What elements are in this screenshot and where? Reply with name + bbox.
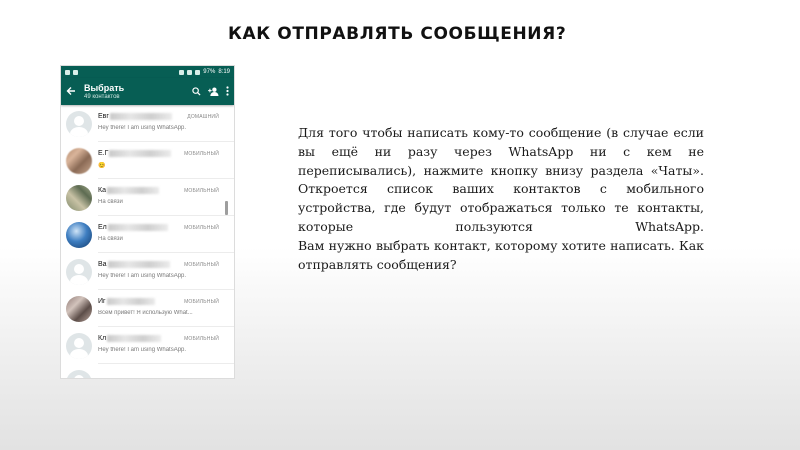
instruction-text (298, 124, 704, 274)
contact-row[interactable] (61, 253, 234, 290)
phone-type: МОБИЛЬНЫЙ (184, 225, 219, 231)
wifi-icon (187, 70, 192, 75)
contact-status: Hey there! I am using WhatsApp. (98, 347, 187, 353)
default-avatar-icon (66, 259, 92, 285)
phone-screenshot (61, 66, 234, 378)
contacts-count: 49 контактов (84, 94, 120, 100)
notification-icon (73, 70, 78, 75)
contact-row[interactable] (61, 179, 234, 216)
alarm-icon (179, 70, 184, 75)
contact-status: 😊 (98, 163, 106, 169)
instruction-paragraph: Вам нужно выбрать контакт, которому хотите написать. Как отправлять сообщения? (298, 237, 704, 272)
avatar (66, 148, 92, 174)
slide-title: КАК ОТПРАВЛЯТЬ СООБЩЕНИЯ? (228, 24, 567, 44)
phone-type: ДОМАШНИЙ (187, 114, 219, 120)
contact-status: На связи (98, 199, 123, 205)
contact-status: Hey there! I am using WhatsApp. (98, 125, 187, 131)
status-bar (61, 66, 234, 78)
contact-row[interactable] (61, 290, 234, 327)
contact-name: Ка (98, 187, 106, 194)
instruction-paragraph: Для того чтобы написать кому-то сообщение (в случае если вы ещё ни разу через WhatsApp ни с кем не переписывались), нажмите кнопку внизу раздела «Чаты». Откроется список ваших контактов с мобильного устройства, где будут отображаться только те контакты, которые пользуются WhatsApp. (298, 125, 704, 234)
contact-list (61, 105, 234, 378)
scrollbar[interactable] (225, 201, 228, 215)
phone-type: МОБИЛЬНЫЙ (184, 262, 219, 268)
phone-type: МОБИЛЬНЫЙ (184, 151, 219, 157)
blurred-name (107, 335, 161, 342)
contact-status: На связи (98, 236, 123, 242)
app-bar-title: Выбрать (84, 83, 125, 93)
contact-name: Ел (98, 224, 107, 231)
back-arrow-icon[interactable] (66, 86, 76, 98)
contact-status: Hey there! I am using WhatsApp. (98, 273, 187, 279)
avatar (66, 222, 92, 248)
contact-name: Иг (98, 298, 106, 305)
contact-name: Ва (98, 261, 107, 268)
default-avatar-icon (66, 111, 92, 137)
notification-icon (65, 70, 70, 75)
app-bar (61, 78, 234, 105)
contact-row[interactable] (61, 142, 234, 179)
blurred-name (108, 224, 168, 231)
contact-row[interactable] (61, 327, 234, 364)
contact-name: Кл (98, 335, 107, 342)
phone-type: МОБИЛЬНЫЙ (184, 336, 219, 342)
default-avatar-icon (66, 370, 92, 379)
blurred-name (110, 113, 172, 120)
more-options-icon[interactable] (226, 83, 229, 101)
phone-type: МОБИЛЬНЫЙ (184, 188, 219, 194)
avatar (66, 296, 92, 322)
phone-type: МОБИЛЬНЫЙ (184, 299, 219, 305)
add-contact-icon[interactable] (208, 83, 219, 101)
default-avatar-icon (66, 333, 92, 359)
battery-level: 97% (203, 69, 216, 75)
clock: 8:19 (218, 69, 230, 75)
contact-row[interactable] (61, 364, 234, 378)
search-icon[interactable] (192, 83, 201, 101)
contact-name: Евг (98, 113, 109, 120)
blurred-name (107, 187, 159, 194)
blurred-name (108, 261, 170, 268)
blurred-name (107, 298, 155, 305)
avatar (66, 185, 92, 211)
blurred-name (109, 150, 171, 157)
contact-name: Е.Г (98, 150, 109, 157)
contact-row[interactable] (61, 216, 234, 253)
contact-row[interactable] (61, 105, 234, 142)
signal-icon (195, 70, 200, 75)
contact-status: Всем привет! Я использую What... (98, 310, 193, 316)
